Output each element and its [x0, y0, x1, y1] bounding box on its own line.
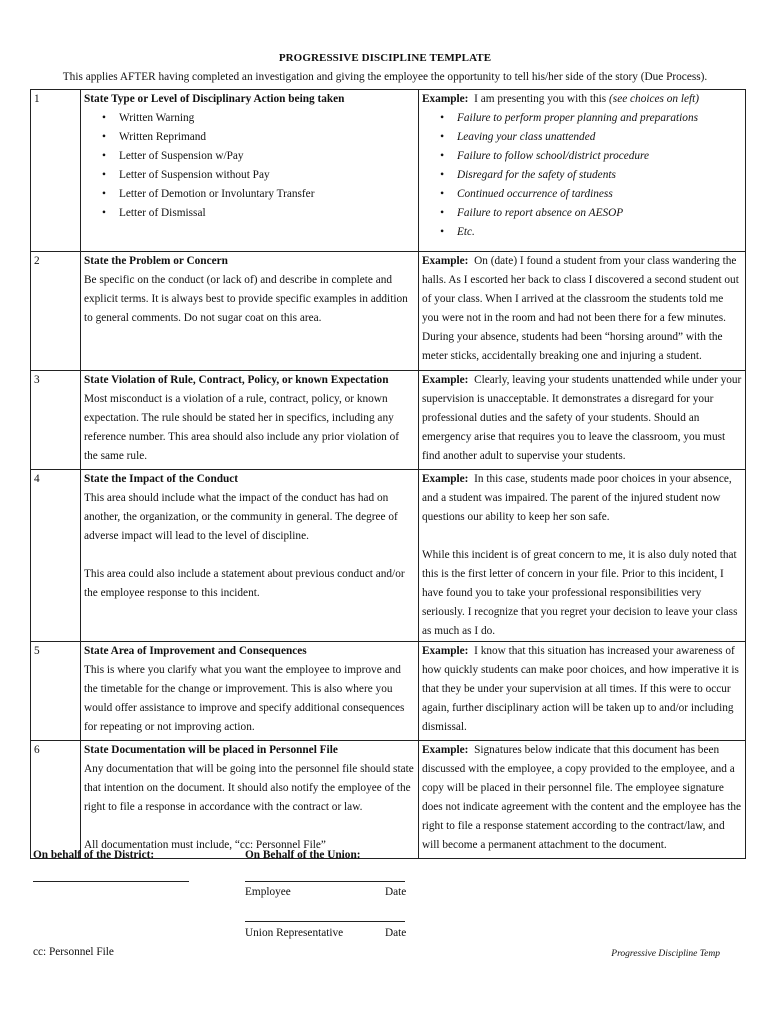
row-example-cell — [419, 90, 746, 252]
row-instruction-cell — [81, 642, 419, 741]
list-item: • Written Warning — [84, 109, 415, 128]
row-number: 3 — [31, 371, 81, 470]
row-heading: State Documentation will be placed in Personnel File — [84, 744, 338, 756]
action-level-list — [84, 109, 415, 223]
row-example-cell — [419, 642, 746, 741]
row-example-cell — [419, 741, 746, 859]
spacer — [422, 527, 742, 546]
date-label: Date — [385, 927, 407, 939]
example-paragraph — [422, 470, 742, 527]
table-row — [31, 470, 746, 642]
row-number: 4 — [31, 470, 81, 642]
row-body-secondary: All documentation must include, “cc: Personnel File” — [84, 839, 326, 851]
table-row — [31, 371, 746, 470]
table-row — [31, 90, 746, 252]
row-example-cell — [419, 252, 746, 371]
row-body: Any documentation that will be going into the personnel file should state that intention on the document. It should also notify the employee of the right to file a response in accordance with the contract or law. — [84, 763, 414, 813]
row-body-secondary: This area could also include a statement about previous conduct and/or the employee response to this incident. — [84, 568, 405, 599]
employee-label: Employee — [245, 886, 291, 898]
row-heading: State Area of Improvement and Consequences — [84, 645, 307, 657]
row-body: This area should include what the impact of the conduct has had on another, the organization, or the community in general. The degree of adverse impact will lead to the level of discipline. — [84, 492, 398, 542]
list-item: • Disregard for the safety of students — [422, 166, 742, 185]
cc-personnel-file: cc: Personnel File — [33, 946, 114, 958]
list-item: • Failure to perform proper planning and preparations — [422, 109, 742, 128]
example-label: Example: — [422, 744, 469, 756]
example-label: Example: — [422, 374, 469, 386]
example-text: In this case, students made poor choices in your absence, and a student was impaired. The parent of the injured student now questions our ability to keep her son safe. — [422, 473, 732, 523]
list-item: • Etc. — [422, 223, 742, 242]
example-text: I am presenting you with this — [474, 93, 607, 105]
spacer — [84, 546, 415, 565]
row-instruction-cell — [81, 90, 419, 252]
document-subtitle: This applies AFTER having completed an investigation and giving the employee the opportunity to tell his/her side of the story (Due Process). — [62, 71, 708, 83]
table-row — [31, 252, 746, 371]
list-item: • Failure to follow school/district procedure — [422, 147, 742, 166]
date-label: Date — [385, 886, 407, 898]
list-item: • Written Reprimand — [84, 128, 415, 147]
example-reason-list — [422, 109, 742, 242]
document-title: PROGRESSIVE DISCIPLINE TEMPLATE — [278, 52, 492, 64]
row-body: Be specific on the conduct (or lack of) and describe in complete and explicit terms. It is always best to provide specific examples in addition to general comments. Do not sugar coat on this area. — [84, 274, 408, 324]
footer-document-name: Progressive Discipline Temp — [611, 949, 720, 959]
table-row — [31, 642, 746, 741]
spacer — [84, 817, 415, 836]
row-heading: State Violation of Rule, Contract, Policy, or known Expectation — [84, 374, 389, 386]
row-body: This is where you clarify what you want the employee to improve and the timetable for the change or improvement. This is also where you would offer assistance to improve and specify additional consequences for repeating or not improving action. — [84, 664, 405, 733]
row-body: Most misconduct is a violation of a rule, contract, policy, or known expectation. The rule should be stated her in specifics, including any reference number. This area should also include any prior violation of the same rule. — [84, 393, 400, 462]
table-row — [31, 741, 746, 859]
row-heading: State the Problem or Concern — [84, 255, 228, 267]
list-item: • Letter of Suspension w/Pay — [84, 147, 415, 166]
district-signature-line[interactable] — [33, 881, 189, 882]
row-example-cell — [419, 371, 746, 470]
union-signature-label: On Behalf of the Union: — [245, 849, 361, 861]
example-text-secondary: While this incident is of great concern to me, it is also duly noted that this is the first letter of concern in your file. Prior to this incident, I have found you to take your professional responsibilities very seriously. I recognize that you regret your decision to leave your class as much as I do. — [422, 549, 738, 637]
list-item: • Letter of Demotion or Involuntary Transfer — [84, 185, 415, 204]
row-heading: State Type or Level of Disciplinary Action being taken — [84, 93, 345, 105]
list-item: • Failure to report absence on AESOP — [422, 204, 742, 223]
row-instruction-cell — [81, 470, 419, 642]
example-text: I know that this situation has increased your awareness of how quickly students can make poor choices, and how imperative it is that they be under your supervision at all times. If this were to occur again, further disciplinary action will be taken up to and/or including dismissal. — [422, 645, 739, 733]
row-heading: State the Impact of the Conduct — [84, 473, 239, 485]
row-example-cell — [419, 470, 746, 642]
example-label: Example: — [422, 645, 469, 657]
example-text: Clearly, leaving your students unattended while under your supervision is unacceptable. It demonstrates a disregard for your professional duties and the safety of your students. Should an emergency arise that requires you to leave the classroom, you must find another adult to supervise your students. — [422, 374, 742, 462]
example-label: Example: — [422, 473, 469, 485]
example-text: On (date) I found a student from your class wandering the halls. As I escorted her back to class I discovered a second student out of your class. When I arrived at the classroom the students told me you were not in the room and had not been there for a few minutes. During your absence, students had been “horsing around” with the meter sticks, accidentally breaking one and injuring a student. — [422, 255, 739, 362]
union-signature-line[interactable] — [245, 881, 405, 882]
list-item: • Leaving your class unattended — [422, 128, 742, 147]
example-paragraph — [422, 90, 742, 109]
example-italic-note: (see choices on left) — [609, 93, 700, 105]
example-label: Example: — [422, 93, 469, 105]
list-item: • Letter of Dismissal — [84, 204, 415, 223]
union-representative-label: Union Representative — [245, 927, 344, 939]
list-item: • Continued occurrence of tardiness — [422, 185, 742, 204]
row-number: 2 — [31, 252, 81, 371]
row-instruction-cell — [81, 741, 419, 859]
example-label: Example: — [422, 255, 469, 267]
district-signature-label: On behalf of the District: — [33, 849, 155, 861]
row-number: 5 — [31, 642, 81, 741]
row-number: 1 — [31, 90, 81, 252]
discipline-table — [30, 89, 746, 859]
row-number: 6 — [31, 741, 81, 859]
row-instruction-cell — [81, 371, 419, 470]
row-instruction-cell — [81, 252, 419, 371]
union-rep-signature-line[interactable] — [245, 921, 405, 922]
example-text: Signatures below indicate that this document has been discussed with the employee, a copy provided to the employee, and a copy will be placed in their personnel file. The employee signature does not indicate agreement with the content and the employee has the right to file a response statement according to the contract/law, and will become a permanent attachment to the document. — [422, 744, 742, 851]
list-item: • Letter of Suspension without Pay — [84, 166, 415, 185]
